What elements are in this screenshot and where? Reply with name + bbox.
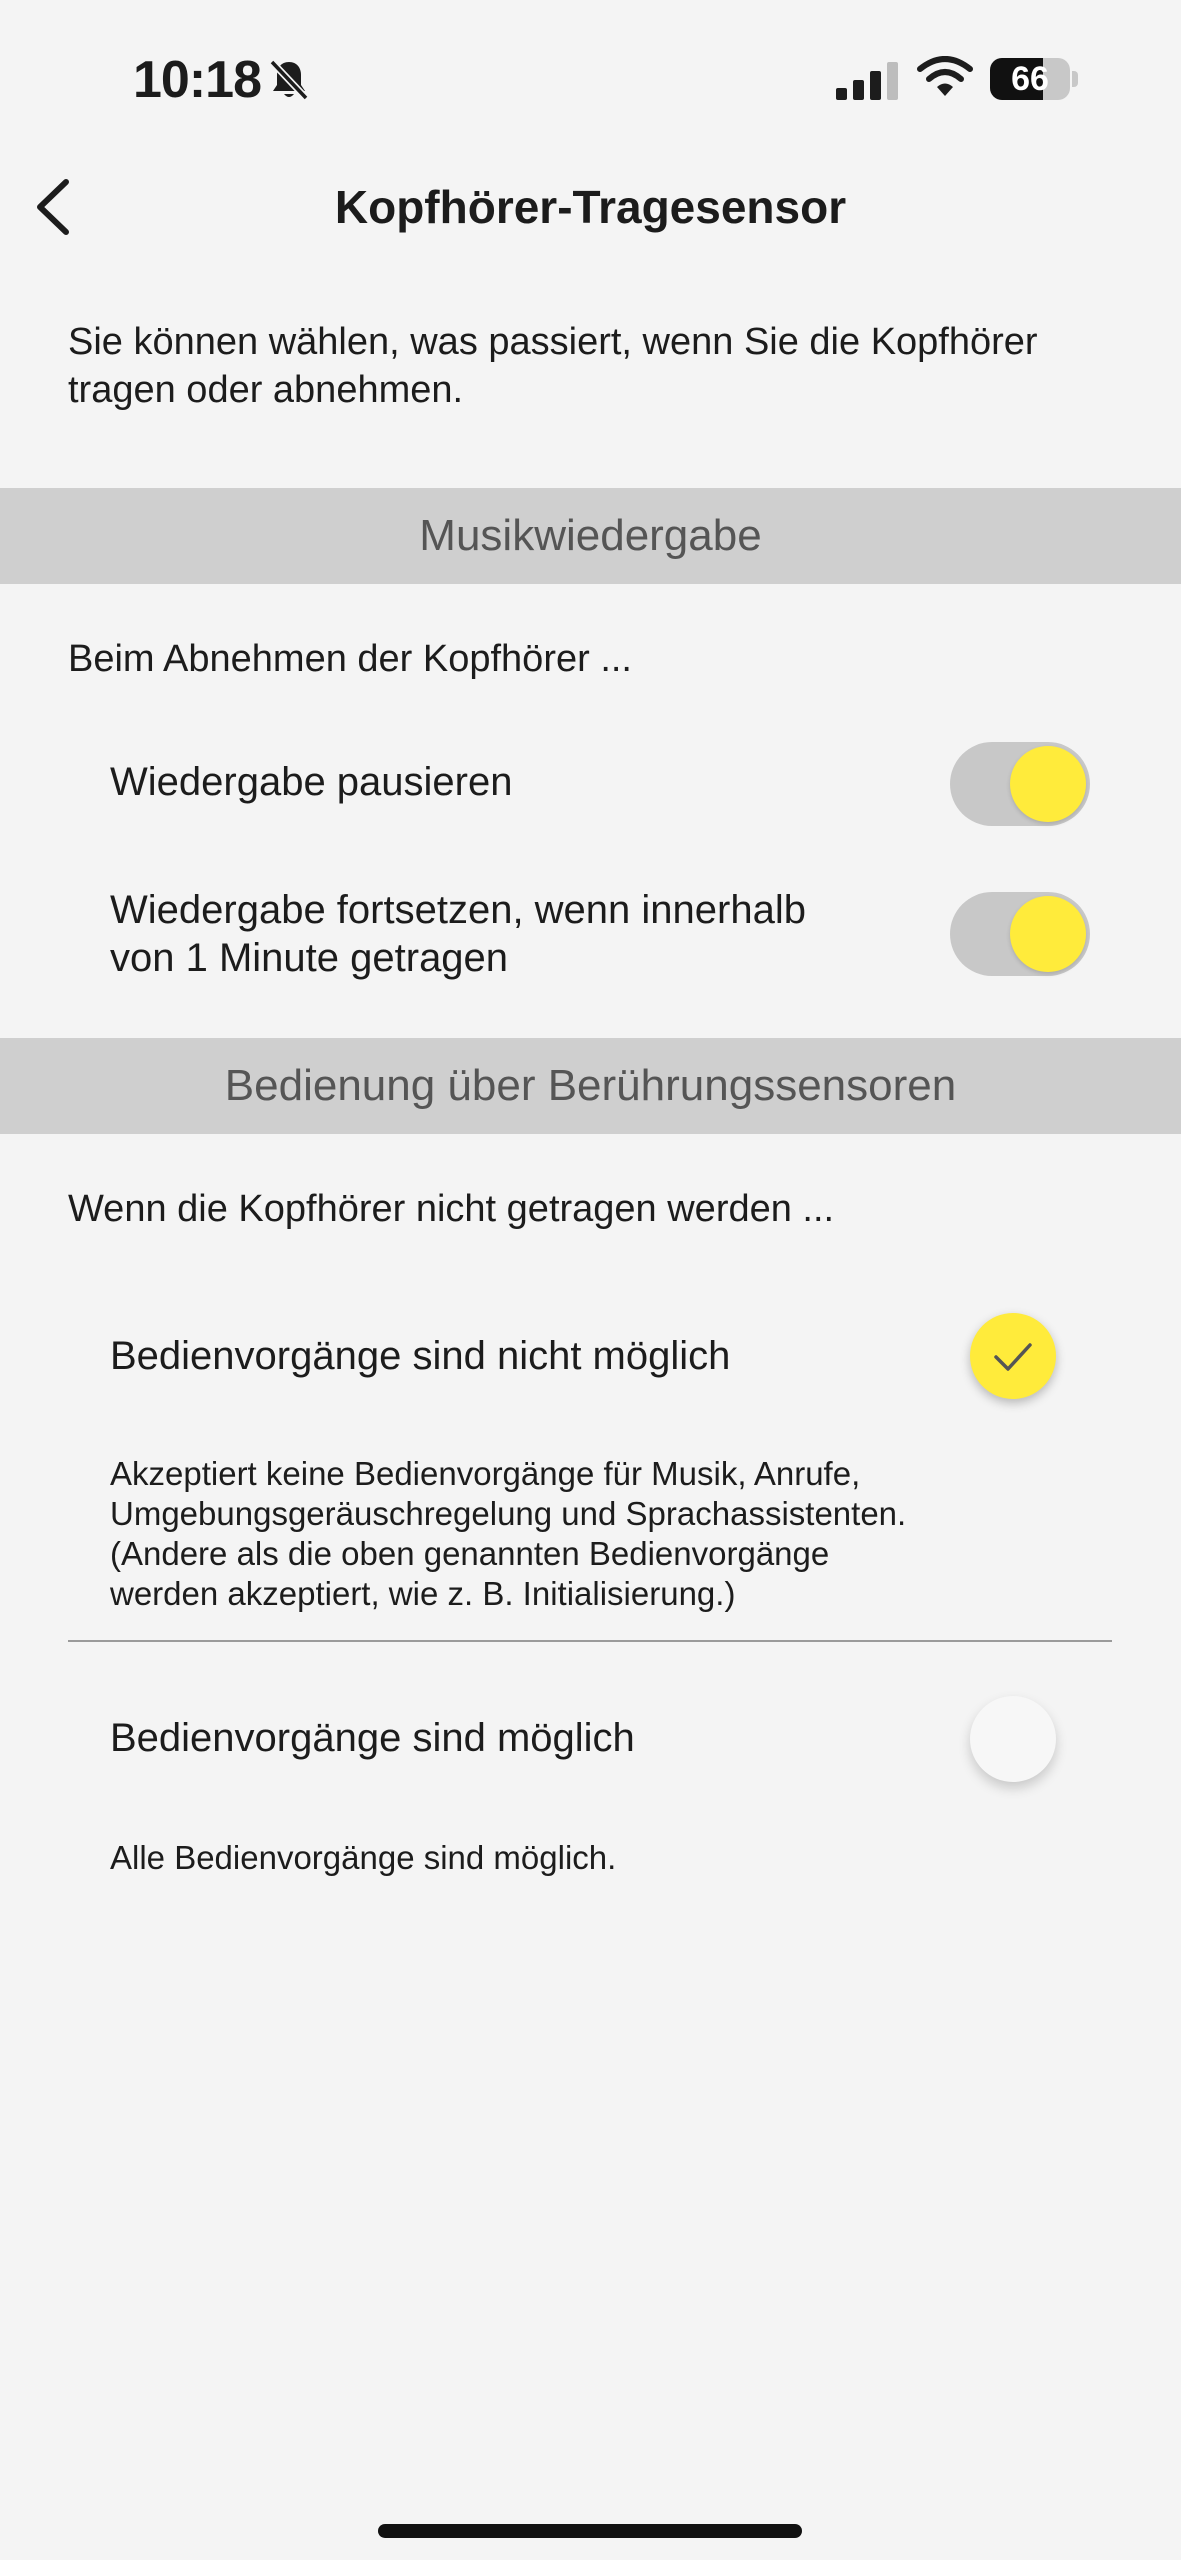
description-line: (Andere als die oben genannten Bedienvorgänge	[110, 1535, 830, 1572]
toggle-knob	[1010, 746, 1086, 822]
status-time: 10:18	[133, 51, 261, 109]
section-header-music: Musikwiedergabe	[0, 488, 1181, 584]
option-not-possible-radio[interactable]	[970, 1313, 1056, 1399]
option-possible-radio[interactable]	[970, 1696, 1056, 1782]
battery-icon	[990, 58, 1078, 100]
pause-playback-toggle[interactable]	[950, 742, 1090, 826]
page-title: Kopfhörer-Tragesensor	[334, 181, 847, 233]
option-not-possible-label[interactable]: Bedienvorgänge sind nicht möglich	[110, 1334, 731, 1378]
signal-icon	[836, 62, 898, 100]
option-possible-label[interactable]: Bedienvorgänge sind möglich	[110, 1716, 635, 1760]
wifi-icon	[916, 56, 974, 100]
music-subheading: Beim Abnehmen der Kopfhörer ...	[68, 638, 632, 680]
description-line: Umgebungsgeräuschregelung und Sprachassistenten.	[110, 1495, 907, 1532]
battery-percent: 66	[1011, 60, 1049, 98]
home-indicator[interactable]	[378, 2524, 802, 2538]
pause-playback-label: Wiedergabe pausieren	[110, 760, 513, 804]
resume-playback-label	[110, 886, 806, 982]
divider	[68, 1640, 1112, 1642]
bell-slash-icon	[268, 58, 310, 102]
resume-playback-label-line2: von 1 Minute getragen	[110, 936, 509, 980]
checkmark-icon	[992, 1337, 1034, 1377]
option-possible-description: Alle Bedienvorgänge sind möglich.	[110, 1839, 617, 1876]
resume-playback-toggle[interactable]	[950, 892, 1090, 976]
resume-playback-label-line1: Wiedergabe fortsetzen, wenn innerhalb	[110, 888, 806, 932]
option-not-possible-description	[110, 1454, 990, 1614]
description-line: Akzeptiert keine Bedienvorgänge für Musik, Anrufe,	[110, 1455, 861, 1492]
section-header-touch: Bedienung über Berührungssensoren	[0, 1038, 1181, 1134]
intro-text: Sie können wählen, was passiert, wenn Sie die Kopfhörer tragen oder abnehmen.	[68, 321, 1038, 411]
touch-subheading: Wenn die Kopfhörer nicht getragen werden ...	[68, 1188, 835, 1230]
description-line: werden akzeptiert, wie z. B. Initialisierung.)	[110, 1575, 736, 1612]
toggle-knob	[1010, 896, 1086, 972]
